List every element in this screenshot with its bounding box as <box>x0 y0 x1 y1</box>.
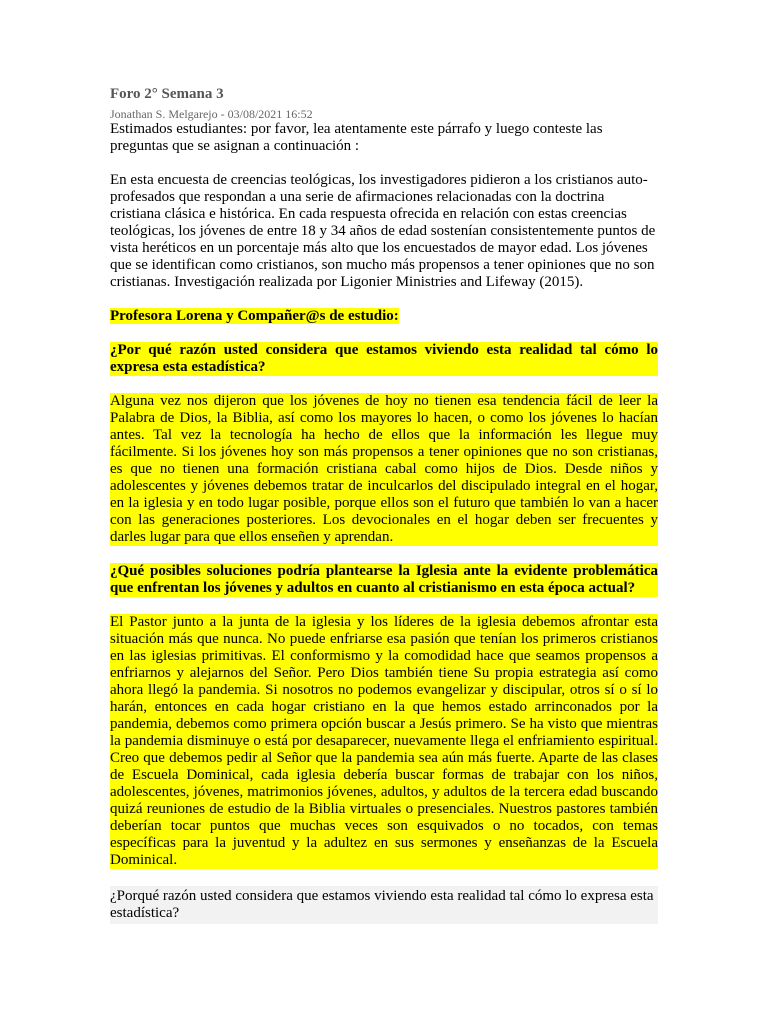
answer-1: Alguna vez nos dijeron que los jóvenes de hoy no tienen esa tendencia fácil de leer la Palabra de Dios, la Biblia, así como los mayores lo hacen, o como los jóvenes lo hacían antes. Tal vez la tecnología ha hecho de ellos que la información les llegue muy fácilmente. Si los jóvenes hoy son más propensos a tener opiniones que no son cristianas, es que no tienen una formación cristiana cabal como hijos de Dios. Desde niños y adolescentes y jóvenes debemos tratar de inculcarlos del discipulado integral en el hogar, en la iglesia y en todo lugar posible, porque ellos son el futuro que también lo van a hacer con las generaciones posteriores. Los devocionales en el hogar deben ser frecuentes y darles lugar para que ellos enseñen y aprendan. <box>110 393 658 545</box>
question-2: ¿Qué posibles soluciones podría plantearse la Iglesia ante la evidente problemática que enfrentan los jóvenes y adultos en cuanto al cristianismo en esta época actual? <box>110 563 658 596</box>
post-intro: Estimados estudiantes: por favor, lea atentamente este párrafo y luego conteste las preguntas que se asignan a continuación : <box>110 121 603 154</box>
answer-2: El Pastor junto a la junta de la iglesia y los líderes de la iglesia debemos afrontar esta situación más que nunca. No puede enfriarse esa pasión que tenían los primeros cristianos en las iglesias primitivas. El conformismo y la comodidad hace que seamos propensos a enfriarnos y alejarnos del Señor. Pero Dios también tiene Su propia estrategia así como ahora llegó la pandemia. Si nosotros no podemos evangelizar y discipular, otros sí o sí lo harán, entonces en cada hogar cristiano en la que hemos estado arrinconados por la pandemia, debemos como primera opción buscar a Jesús primero. Se ha visto que mientras la pandemia disminuye o está por desaparecer, nuevamente llega el enfriamiento espiritual. Creo que debemos pedir al Señor que la pandemia sea aún más fuerte. Aparte de las clases de Escuela Dominical, cada iglesia debería buscar formas de trabajar con los niños, adolescentes, jóvenes, matrimonios jóvenes, adultos, y adultos de la tercera edad buscando quizá reuniones de estudio de la Biblia virtuales o presenciales. Nuestros pastores también deberían tocar puntos que muchas veces son esquivados o no tocados, con temas específicas para la juventud y la adultez en sus sermones y enseñanzas de la Escuela Dominical. <box>110 614 658 868</box>
post-context: En esta encuesta de creencias teológicas, los investigadores pidieron a los cristianos auto-profesados que respondan a una serie de afirmaciones relacionadas con la doctrina cristiana clásica e histórica. En cada respuesta ofrecida en relación con estas creencias teológicas, los jóvenes de entre 18 y 34 años de edad sostenían consistentemente puntos de vista heréticos en un porcentaje más alto que los encuestados de mayor edad. Los jóvenes que se identifican como cristianos, son mucho más propensos a tener opiniones que no son cristianas. Investigación realizada por Ligonier Ministries and Lifeway (2015). <box>110 172 656 290</box>
question-1: ¿Por qué razón usted considera que estamos viviendo esta realidad tal cómo lo expresa esta estadística? <box>110 342 658 375</box>
greeting: Profesora Lorena y Compañer@s de estudio: <box>110 308 399 324</box>
post-title: Foro 2° Semana 3 <box>110 86 224 102</box>
reply-box <box>110 886 658 924</box>
reply-question: ¿Porqué razón usted considera que estamos viviendo esta realidad tal cómo lo expresa esta estadística? <box>110 888 654 921</box>
post-meta: Jonathan S. Melgarejo - 03/08/2021 16:52 <box>110 107 313 121</box>
